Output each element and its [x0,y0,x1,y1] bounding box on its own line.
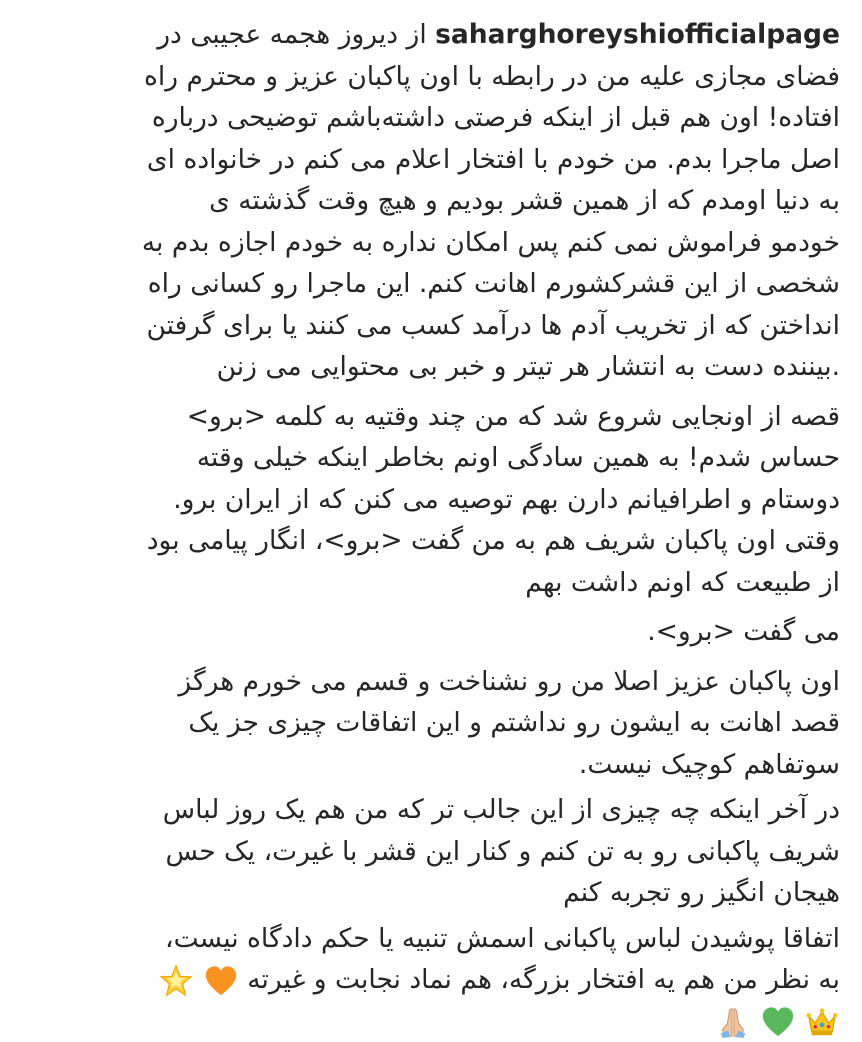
glowing-star-icon [159,964,193,998]
caption-line-1 [28,14,840,56]
caption-line: افتاده! اون هم قبل از اینکه فرصتی داشته‌باشم توضیحی درباره [28,97,840,139]
caption-line: خودمو فراموش نمی کنم پس امکان نداره به خودم اجازه بدم به [28,222,840,264]
caption-line: دوستام و اطرافیانم دارن بهم توصیه می کنن که از ایران برو. [28,479,840,521]
folded-hands-icon [716,1005,750,1039]
green-heart-icon [761,1005,795,1039]
emoji-row [28,1001,840,1042]
caption-line: سوتفاهم کوچیک نیست. [28,744,840,786]
caption-line: اصل ماجرا بدم. من خودم با افتخار اعلام می کنم در خانواده ای [28,139,840,181]
caption-line: از طبیعت که اونم داشت بهم [28,562,840,604]
caption-line: وقتی اون پاکبان شریف هم به من گفت <برو>، انگار پیامی بود [28,520,840,562]
caption-line: قصد اهانت به ایشون رو نداشتم و این اتفاقات چیزی جز یک [28,702,840,744]
caption-line: شریف پاکبانی رو به تن کنم و کنار این قشر با غیرت، یک حس [28,831,840,873]
crown-icon [805,1005,839,1039]
caption-line: می گفت <برو>. [28,611,840,653]
caption-line-last [28,959,840,1001]
caption-line: اتفاقا پوشیدن لباس پاکبانی اسمش تنبیه یا حکم دادگاه نیست، [28,918,840,960]
caption-line: اون پاکبان عزیز اصلا من رو نشناخت و قسم می خورم هرگز [28,661,840,703]
caption-line: شخصی از این قشرکشورم اهانت کنم. این ماجرا رو کسانی راه [28,263,840,305]
caption-intro-text: از دیروز هجمه عجیبی در [157,19,426,50]
caption-line: به دنیا اومدم که از همین قشر بودیم و هیچ وقت گذشته ی [28,180,840,222]
post-caption [28,14,840,1042]
caption-line: حساس شدم! به همین سادگی اونم بخاطر اینکه خیلی وقته [28,437,840,479]
caption-line: فضای مجازی علیه من در رابطه با اون پاکبان عزیز و محترم راه [28,56,840,98]
caption-line: در آخر اینکه چه چیزی از این جالب تر که من هم یک روز لباس [28,789,840,831]
username-link[interactable]: saharghoreyshiofficialpage [435,19,840,50]
orange-heart-icon [204,964,238,998]
caption-line: هیجان انگیز رو تجربه کنم [28,872,840,914]
caption-line: قصه از اونجایی شروع شد که من چند وقتیه به کلمه <برو> [28,396,840,438]
caption-last-text: به نظر من هم یه افتخار بزرگه، هم نماد نجابت و غیرته [247,964,840,995]
caption-line: .بیننده دست به انتشار هر تیتر و خبر بی محتوایی می زنن [28,346,840,388]
caption-line: انداختن که از تخریب آدم ها درآمد کسب می کنند یا برای گرفتن [28,305,840,347]
